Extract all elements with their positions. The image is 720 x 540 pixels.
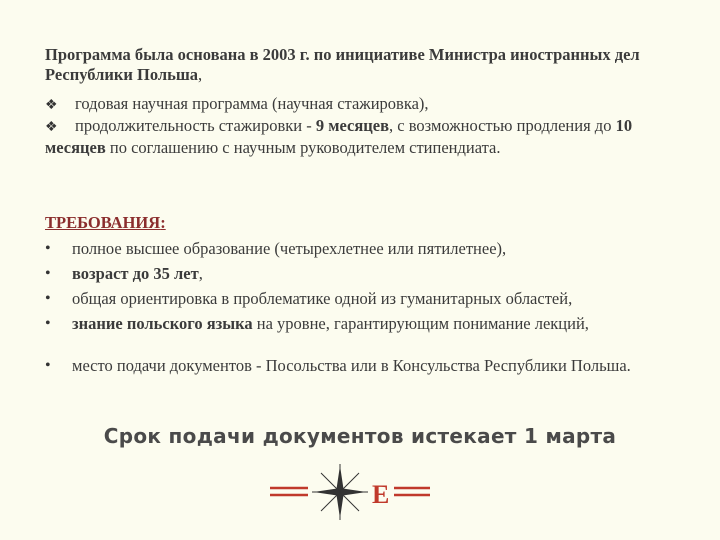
program-item-duration-type [45, 94, 685, 116]
program-item-bold: 9 месяцев [315, 116, 390, 135]
requirements-heading [45, 213, 166, 233]
intro-tail: , [198, 65, 203, 84]
program-item-text: по соглашению с научным руководителем стипендиата. [105, 138, 501, 157]
requirement-item [45, 314, 685, 333]
diamond-bullet-icon: ❖ [45, 120, 58, 135]
requirement-item [45, 356, 685, 375]
requirements-title: ТРЕБОВАНИЯ [45, 213, 161, 232]
program-item-bold: 10 месяцев [45, 116, 633, 157]
logo-letter: E [372, 480, 390, 509]
intro-paragraph [45, 45, 685, 85]
intro-bold-text: Программа была основана в 2003 г. по инициативе Министра иностранных дел Республики Польша [45, 45, 640, 84]
requirement-bold: знание польского языка [72, 314, 253, 333]
requirement-bold: возраст до 35 лет [72, 264, 199, 283]
bullet-icon: • [45, 357, 51, 374]
requirement-text: на уровне, гарантирующим понимание лекций, [252, 314, 589, 333]
bullet-icon: • [45, 290, 51, 307]
requirement-text: общая ориентировка в проблематике одной из гуманитарных областей, [72, 289, 573, 308]
requirement-item [45, 289, 685, 308]
logo-rule-right [394, 488, 430, 495]
bullet-icon: • [45, 240, 51, 257]
logo-rule-left [270, 488, 308, 495]
bullet-icon: • [45, 315, 51, 332]
program-logo [268, 463, 433, 521]
program-item-length [45, 116, 685, 158]
requirement-text: , [198, 264, 203, 283]
deadline-banner: Срок подачи документов истекает 1 марта [103, 424, 617, 448]
program-item-text: продолжительность стажировки - [75, 116, 316, 135]
requirements-colon: : [160, 213, 166, 232]
program-item-text: , с возможностью продления до [389, 116, 616, 135]
requirement-item [45, 239, 685, 258]
program-item-text: годовая научная программа (научная стажировка), [75, 94, 429, 113]
requirement-text: место подачи документов - Посольства или в Консульства Республики Польша. [72, 356, 631, 375]
compass-star-icon [312, 464, 368, 520]
requirement-text: полное высшее образование (четырехлетнее или пятилетнее), [72, 239, 507, 258]
requirement-item [45, 264, 685, 283]
diamond-bullet-icon: ❖ [45, 98, 58, 113]
bullet-icon: • [45, 265, 51, 282]
